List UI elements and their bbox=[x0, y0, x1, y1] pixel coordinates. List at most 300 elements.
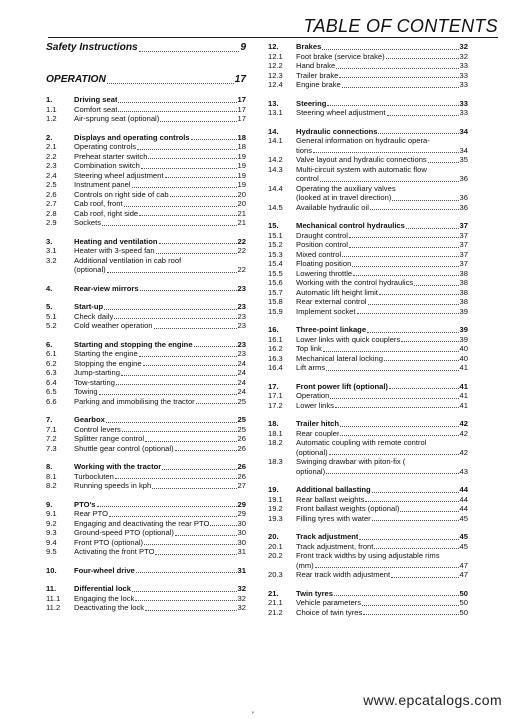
toc-entry-title: Trailer brake bbox=[296, 70, 339, 80]
toc-entry[interactable] bbox=[268, 278, 468, 288]
toc-entry-title: Lowering throttle bbox=[296, 268, 353, 278]
toc-entry-page: 31 bbox=[237, 565, 246, 575]
toc-entry[interactable] bbox=[46, 209, 246, 219]
toc-entry-number: 1.1 bbox=[46, 104, 57, 114]
toc-entry-number: 21.2 bbox=[268, 607, 283, 617]
toc-entry-title: Parking and immobilising the tractor bbox=[74, 396, 195, 406]
toc-entry-page: 40 bbox=[459, 353, 468, 363]
toc-entry[interactable] bbox=[46, 218, 246, 228]
toc-entry[interactable] bbox=[46, 105, 246, 115]
leader-dots bbox=[148, 158, 236, 159]
toc-entry[interactable] bbox=[46, 152, 246, 162]
leader-dots bbox=[154, 328, 237, 329]
toc-entry[interactable] bbox=[268, 514, 468, 524]
leader-dots bbox=[139, 51, 240, 52]
toc-entry-number: 19. bbox=[268, 485, 279, 494]
footer-mark: ᴾ bbox=[252, 711, 255, 717]
toc-entry[interactable] bbox=[46, 199, 246, 209]
toc-entry-title: Shuttle gear control (optional) bbox=[74, 443, 174, 453]
toc-entry[interactable] bbox=[46, 387, 246, 397]
toc-entry[interactable] bbox=[46, 584, 246, 594]
toc-entry-number: 12.1 bbox=[268, 51, 283, 61]
toc-entry[interactable] bbox=[268, 288, 468, 298]
toc-entry[interactable] bbox=[46, 114, 246, 124]
toc-entry-title: Swinging drawbar with piton-fix ( bbox=[296, 457, 406, 466]
toc-entry-number: 6.6 bbox=[46, 396, 57, 406]
toc-entry[interactable] bbox=[268, 354, 468, 364]
leader-dots bbox=[115, 478, 237, 479]
leader-dots bbox=[378, 133, 458, 134]
toc-entry-page: 24 bbox=[237, 368, 246, 377]
toc-entry-number: 2.5 bbox=[46, 180, 57, 189]
toc-entry-title: Track adjustment, front bbox=[296, 541, 374, 551]
toc-entry-title: Rear PTO bbox=[74, 509, 109, 518]
toc-entry[interactable] bbox=[46, 397, 246, 407]
toc-entry-number: 18.2 bbox=[268, 438, 283, 447]
toc-entry-title: Cold weather operation bbox=[74, 321, 153, 330]
toc-entry[interactable] bbox=[268, 99, 468, 109]
toc-entry[interactable] bbox=[268, 335, 468, 345]
toc-entry-page: 19 bbox=[237, 151, 246, 161]
toc-entry-page: 50 bbox=[459, 607, 468, 617]
toc-entry-number: 12. bbox=[268, 42, 279, 51]
toc-entry-number: 5.1 bbox=[46, 311, 57, 321]
toc-entry-number: 20. bbox=[268, 532, 279, 541]
toc-entry-page: 43 bbox=[459, 466, 468, 476]
toc-entry-title: Operating the auxiliary valves bbox=[296, 183, 396, 193]
toc-entry-title: Controls on right side of cab bbox=[74, 189, 169, 199]
watermark: www.epcatalogs.com bbox=[363, 692, 502, 708]
toc-entry-page: 45 bbox=[459, 532, 468, 541]
leader-dots bbox=[118, 102, 236, 103]
toc-entry[interactable] bbox=[46, 528, 246, 538]
toc-entry-page: 42 bbox=[459, 419, 468, 428]
toc-entry-title: Front track widths by using adjustable rims bbox=[296, 551, 440, 560]
leader-dots bbox=[372, 520, 459, 521]
toc-entry-page: 41 bbox=[459, 400, 468, 410]
toc-entry-number: 16.3 bbox=[268, 353, 283, 363]
toc-entry-number: 7.2 bbox=[46, 434, 57, 443]
toc-entry-page: 50 bbox=[459, 598, 468, 607]
toc-entry[interactable] bbox=[268, 269, 468, 279]
toc-entry-number: 7.3 bbox=[46, 443, 57, 453]
toc-entry[interactable] bbox=[268, 429, 468, 439]
toc-entry[interactable] bbox=[46, 180, 246, 190]
toc-entry[interactable] bbox=[46, 246, 246, 256]
toc-entry[interactable] bbox=[46, 472, 246, 482]
toc-entry[interactable] bbox=[268, 438, 468, 457]
toc-entry[interactable] bbox=[268, 307, 468, 317]
leader-dots bbox=[109, 516, 237, 517]
toc-entry-page: 37 bbox=[459, 230, 468, 240]
toc-entry-number: 15.3 bbox=[268, 249, 283, 259]
toc-entry[interactable] bbox=[46, 368, 246, 378]
toc-entry-page: 44 bbox=[459, 494, 468, 504]
toc-entry-title: Automatic coupling with remote control bbox=[296, 438, 427, 447]
toc-entry[interactable] bbox=[46, 509, 246, 519]
leader-dots bbox=[144, 544, 236, 545]
toc-entry[interactable] bbox=[46, 321, 246, 331]
toc-entry-title: Operating controls bbox=[74, 142, 137, 151]
toc-entry[interactable] bbox=[46, 302, 246, 312]
leader-dots bbox=[107, 83, 234, 84]
toc-entry-page: 32 bbox=[237, 593, 246, 603]
toc-entry-title: Working with the tractor bbox=[74, 462, 162, 471]
toc-entry[interactable] bbox=[268, 608, 468, 618]
toc-entry-title: Stopping the engine bbox=[74, 358, 142, 368]
toc-entry-page: 42 bbox=[459, 447, 468, 457]
toc-entry-page: 36 bbox=[459, 193, 468, 202]
toc-entry[interactable] bbox=[46, 256, 246, 275]
toc-entry-page: 26 bbox=[237, 471, 246, 481]
toc-entry[interactable] bbox=[46, 312, 246, 322]
leader-dots bbox=[97, 506, 237, 507]
leader-dots bbox=[379, 294, 459, 295]
toc-entry-title: Implement socket bbox=[296, 306, 356, 316]
toc-entry-number: 16.2 bbox=[268, 344, 283, 353]
toc-entry[interactable] bbox=[46, 237, 246, 247]
toc-entry-title: Steering bbox=[296, 98, 327, 108]
toc-entry-number: 19.3 bbox=[268, 513, 283, 523]
toc-entry-number: 15.9 bbox=[268, 306, 283, 316]
toc-entry-title: Steering wheel adjustment bbox=[296, 108, 386, 117]
toc-entry-page: 23 bbox=[237, 349, 246, 358]
leader-dots bbox=[322, 49, 458, 50]
leader-dots bbox=[342, 87, 459, 88]
toc-entry[interactable] bbox=[46, 500, 246, 510]
toc-entry[interactable] bbox=[46, 340, 246, 350]
toc-entry-number: 6.2 bbox=[46, 358, 57, 368]
leader-dots bbox=[323, 351, 459, 352]
toc-entry-number: 7. bbox=[46, 415, 53, 424]
toc-entry-number: 2.9 bbox=[46, 218, 57, 227]
toc-entry-page: 17 bbox=[237, 114, 246, 123]
toc-entry-page: 31 bbox=[237, 547, 246, 556]
toc-entry[interactable] bbox=[268, 457, 468, 476]
toc-entry[interactable] bbox=[268, 165, 468, 184]
toc-entry[interactable] bbox=[268, 259, 468, 269]
toc-entry-page: 27 bbox=[237, 481, 246, 490]
toc-entry-page: 24 bbox=[237, 387, 246, 396]
toc-entry[interactable] bbox=[46, 142, 246, 152]
toc-entry[interactable] bbox=[268, 108, 468, 118]
toc-entry-number: 14.1 bbox=[268, 136, 283, 145]
toc-entry[interactable] bbox=[46, 603, 246, 613]
toc-entry[interactable] bbox=[46, 349, 246, 359]
toc-entry[interactable] bbox=[46, 190, 246, 200]
toc-entry-title: Valve layout and hydraulic connections bbox=[296, 155, 427, 164]
toc-entry-title: Operation bbox=[296, 391, 330, 400]
toc-entry-title-cont: (looked at in travel direction) bbox=[296, 193, 392, 202]
toc-entry[interactable] bbox=[268, 231, 468, 241]
toc-entry-title: Heater with 3-speed fan bbox=[74, 246, 155, 255]
leader-dots bbox=[428, 162, 459, 163]
toc-entry-title: Differential lock bbox=[74, 584, 131, 593]
toc-entry-number: 19.1 bbox=[268, 494, 283, 504]
toc-entry-page: 17 bbox=[234, 74, 246, 85]
toc-entry-number: 15.8 bbox=[268, 297, 283, 306]
toc-entry-number: 9.2 bbox=[46, 518, 57, 528]
toc-entry-number: 9.5 bbox=[46, 547, 57, 556]
toc-entry[interactable] bbox=[46, 359, 246, 369]
toc-entry-page: 41 bbox=[459, 363, 468, 372]
leader-dots bbox=[384, 360, 459, 361]
toc-entry-page: 18 bbox=[237, 132, 246, 142]
toc-entry[interactable] bbox=[268, 221, 468, 231]
toc-entry[interactable] bbox=[268, 155, 468, 165]
leader-dots bbox=[155, 554, 236, 555]
toc-entry-page: 37 bbox=[459, 249, 468, 259]
toc-entry-number: 1.2 bbox=[46, 114, 57, 123]
toc-entry[interactable] bbox=[268, 344, 468, 354]
leader-dots bbox=[102, 225, 237, 226]
toc-entry-title: Foot brake (service brake) bbox=[296, 51, 385, 61]
toc-entry-title-cont: optional) bbox=[296, 466, 326, 476]
toc-entry[interactable] bbox=[46, 378, 246, 388]
toc-entry-page: 50 bbox=[459, 588, 468, 598]
toc-entry-title: Check daily bbox=[74, 311, 114, 321]
toc-entry-title: Preheat starter switch bbox=[74, 151, 148, 161]
toc-entry[interactable] bbox=[46, 95, 246, 105]
toc-entry-page: 21 bbox=[237, 218, 246, 227]
toc-entry-title: Tow-starting bbox=[74, 377, 115, 387]
toc-entry-number: 6.5 bbox=[46, 387, 57, 396]
toc-entry[interactable] bbox=[268, 71, 468, 81]
toc-entry-title: Control levers bbox=[74, 424, 121, 434]
toc-entry-page: 30 bbox=[237, 537, 246, 547]
toc-entry-page: 29 bbox=[237, 509, 246, 518]
toc-entry-page: 19 bbox=[237, 170, 246, 180]
toc-entry-title: Displays and operating controls bbox=[74, 132, 190, 142]
toc-entry-title: Position control bbox=[296, 240, 348, 249]
toc-entry-page: 26 bbox=[237, 443, 246, 453]
toc-entry-title: Additional ventilation in cab roof bbox=[74, 255, 182, 265]
leader-dots bbox=[135, 600, 236, 601]
leader-dots bbox=[340, 426, 459, 427]
leader-dots bbox=[370, 209, 459, 210]
toc-entry[interactable] bbox=[268, 570, 468, 580]
leader-dots bbox=[400, 511, 458, 512]
leader-dots bbox=[313, 152, 459, 153]
toc-entry-title: Draught control bbox=[296, 230, 348, 240]
toc-entry-page: 39 bbox=[459, 334, 468, 344]
toc-entry[interactable] bbox=[268, 250, 468, 260]
leader-dots bbox=[139, 215, 236, 216]
toc-entry-page: 42 bbox=[459, 428, 468, 438]
toc-entry[interactable] bbox=[46, 594, 246, 604]
toc-entry[interactable] bbox=[46, 42, 246, 54]
toc-entry[interactable] bbox=[268, 419, 468, 429]
toc-entry-number: 16. bbox=[268, 325, 279, 334]
toc-entry-title: Brakes bbox=[296, 42, 322, 51]
toc-entry-page: 25 bbox=[237, 424, 246, 434]
toc-entry[interactable] bbox=[268, 551, 468, 570]
toc-entry-title: Rear coupler bbox=[296, 428, 340, 438]
toc-entry-page: 19 bbox=[237, 180, 246, 189]
toc-entry-number: 15.4 bbox=[268, 259, 283, 268]
toc-entry-page: 23 bbox=[237, 339, 246, 349]
toc-entry-title: Start-up bbox=[74, 302, 104, 311]
toc-entry[interactable] bbox=[46, 462, 246, 472]
toc-entry-number: 15.5 bbox=[268, 268, 283, 278]
toc-entry[interactable] bbox=[268, 504, 468, 514]
toc-entry[interactable] bbox=[268, 542, 468, 552]
toc-entry[interactable] bbox=[268, 598, 468, 608]
toc-entry-page: 9 bbox=[240, 42, 246, 53]
toc-entry-page: 22 bbox=[237, 246, 246, 255]
toc-entry-page: 20 bbox=[237, 199, 246, 208]
leader-dots bbox=[386, 58, 459, 59]
leader-dots bbox=[387, 115, 459, 116]
leader-dots bbox=[143, 365, 237, 366]
toc-entry-number: 16.1 bbox=[268, 334, 283, 344]
leader-dots bbox=[329, 454, 459, 455]
toc-entry[interactable] bbox=[268, 391, 468, 401]
toc-entry[interactable] bbox=[268, 42, 468, 52]
toc-entry-page: 41 bbox=[459, 381, 468, 391]
toc-entry-title: Safety Instructions bbox=[46, 42, 138, 53]
toc-entry-title: Engaging and deactivating the rear PTO bbox=[74, 518, 210, 528]
toc-entry-number: 14.4 bbox=[268, 183, 283, 193]
toc-entry[interactable] bbox=[46, 444, 246, 454]
toc-entry[interactable] bbox=[46, 434, 246, 444]
toc-entry-number: 7.1 bbox=[46, 424, 57, 434]
toc-entry-page: 26 bbox=[237, 462, 246, 471]
leader-dots bbox=[372, 492, 459, 493]
toc-entry[interactable] bbox=[268, 589, 468, 599]
leader-dots bbox=[363, 614, 458, 615]
toc-entry-title: Filling tyres with water bbox=[296, 513, 371, 523]
toc-entry[interactable] bbox=[268, 495, 468, 505]
toc-entry-title: Engaging the lock bbox=[74, 593, 135, 603]
toc-entry[interactable] bbox=[46, 415, 246, 425]
leader-dots bbox=[334, 595, 459, 596]
toc-entry-title-cont: (optional) bbox=[74, 265, 106, 274]
leader-dots bbox=[139, 356, 237, 357]
toc-entry-number: 20.2 bbox=[268, 551, 283, 560]
toc-entry-title: Rear track width adjustment bbox=[296, 570, 391, 579]
leader-dots bbox=[326, 473, 458, 474]
leader-dots bbox=[159, 243, 237, 244]
toc-entry[interactable] bbox=[46, 171, 246, 181]
toc-entry-title: Lift arms bbox=[296, 363, 326, 372]
toc-entry-number: 9.3 bbox=[46, 528, 57, 537]
toc-entry[interactable] bbox=[268, 80, 468, 90]
leader-dots bbox=[401, 341, 458, 342]
toc-entry-title: Front PTO (optional) bbox=[74, 537, 144, 547]
toc-entry-title: Track adjustment bbox=[296, 532, 359, 541]
leader-dots bbox=[362, 605, 459, 606]
toc-entry-title: Four-wheel drive bbox=[74, 565, 135, 575]
page-title: TABLE OF CONTENTS bbox=[303, 16, 498, 36]
toc-entry-page: 33 bbox=[459, 98, 468, 108]
toc-entry[interactable] bbox=[46, 538, 246, 548]
toc-entry[interactable] bbox=[268, 382, 468, 392]
toc-entry-title: Rear ballast weights bbox=[296, 494, 365, 504]
toc-entry[interactable] bbox=[268, 203, 468, 213]
toc-entry-title: Cab roof, right side bbox=[74, 208, 139, 218]
toc-entry[interactable] bbox=[46, 519, 246, 529]
toc-entry-number: 5. bbox=[46, 302, 53, 311]
toc-entry-title: Hydraulic connections bbox=[296, 126, 378, 136]
toc-entry-page: 19 bbox=[237, 161, 246, 170]
toc-entry-number: 17.2 bbox=[268, 400, 283, 410]
toc-entry[interactable] bbox=[268, 61, 468, 71]
toc-entry-title-cont: control bbox=[296, 174, 319, 183]
toc-entry[interactable] bbox=[46, 74, 246, 86]
toc-entry-title: Lower links with quick couplers bbox=[296, 334, 401, 344]
toc-entry-number: 8. bbox=[46, 462, 53, 471]
toc-entry-number: 3.2 bbox=[46, 255, 57, 265]
leader-dots bbox=[145, 441, 236, 442]
toc-entry[interactable] bbox=[46, 425, 246, 435]
toc-entry-number: 11. bbox=[46, 584, 57, 593]
leader-dots bbox=[336, 68, 458, 69]
toc-entry-title: Floating position bbox=[296, 259, 352, 268]
toc-entry-title: General information on hydraulic opera- bbox=[296, 136, 430, 145]
toc-entry-number: 6.3 bbox=[46, 368, 57, 377]
toc-entry-number: 12.2 bbox=[268, 61, 283, 70]
toc-entry-number: 12.3 bbox=[268, 70, 283, 80]
toc-entry-number: 1. bbox=[46, 95, 53, 104]
leader-dots bbox=[145, 610, 236, 611]
toc-entry-title: Gearbox bbox=[74, 415, 105, 424]
toc-entry-number: 11.2 bbox=[46, 603, 61, 612]
toc-entry-title: Front power lift (optional) bbox=[296, 381, 388, 391]
toc-entry-page: 38 bbox=[459, 287, 468, 297]
toc-entry-page: 29 bbox=[237, 499, 246, 509]
toc-entry-page: 30 bbox=[237, 528, 246, 537]
leader-dots bbox=[349, 247, 459, 248]
toc-entry[interactable] bbox=[268, 485, 468, 495]
leader-dots bbox=[315, 567, 459, 568]
leader-dots bbox=[374, 548, 458, 549]
toc-entry[interactable] bbox=[268, 401, 468, 411]
toc-entry[interactable] bbox=[268, 240, 468, 250]
toc-entry-number: 2.6 bbox=[46, 189, 57, 199]
toc-entry-page: 40 bbox=[459, 344, 468, 353]
toc-entry-number: 20.3 bbox=[268, 570, 283, 579]
toc-entry[interactable] bbox=[46, 133, 246, 143]
toc-entry[interactable] bbox=[268, 184, 468, 203]
toc-entry[interactable] bbox=[268, 297, 468, 307]
toc-entry[interactable] bbox=[268, 532, 468, 542]
leader-dots bbox=[160, 121, 236, 122]
toc-entry-title: Cab roof, front bbox=[74, 199, 123, 208]
toc-entry-page: 23 bbox=[237, 321, 246, 330]
toc-entry[interactable] bbox=[268, 52, 468, 62]
toc-entry-number: 3.1 bbox=[46, 246, 57, 255]
leader-dots bbox=[162, 469, 236, 470]
toc-entry[interactable] bbox=[268, 363, 468, 373]
toc-entry-title: Air-sprung seat (optional) bbox=[74, 114, 160, 123]
toc-entry[interactable] bbox=[46, 284, 246, 294]
toc-entry-number: 17. bbox=[268, 381, 279, 391]
toc-entry[interactable] bbox=[46, 161, 246, 171]
toc-entry-number: 10. bbox=[46, 565, 57, 575]
toc-entry[interactable] bbox=[46, 566, 246, 576]
toc-entry[interactable] bbox=[268, 136, 468, 155]
leader-dots bbox=[320, 181, 459, 182]
toc-entry-number: 11.1 bbox=[46, 593, 61, 603]
toc-entry-page: 37 bbox=[459, 259, 468, 268]
toc-entry-page: 37 bbox=[459, 240, 468, 249]
toc-entry[interactable] bbox=[268, 127, 468, 137]
toc-entry[interactable] bbox=[46, 481, 246, 491]
toc-entry-page: 23 bbox=[237, 311, 246, 321]
toc-entry[interactable] bbox=[268, 325, 468, 335]
toc-entry[interactable] bbox=[46, 547, 246, 557]
